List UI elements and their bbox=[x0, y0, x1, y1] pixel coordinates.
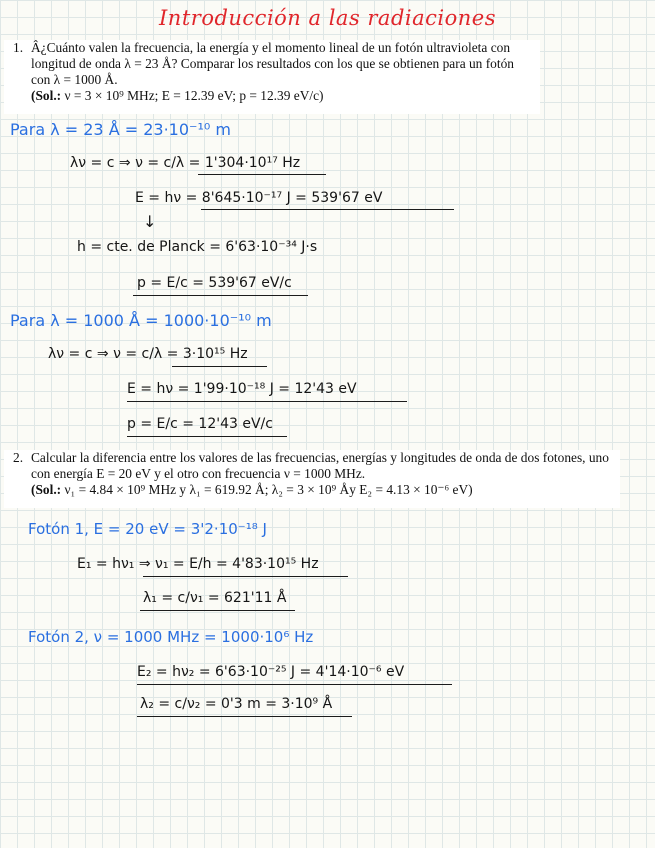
problem-1-solution-label: (Sol.: bbox=[31, 88, 62, 103]
note-photon-2-wavelength: λ₂ = c/ν₂ = 0'3 m = 3·10⁹ Å bbox=[140, 696, 333, 712]
problem-2-number: 2. bbox=[13, 450, 24, 465]
page-title: Introducción a las radiaciones bbox=[159, 6, 496, 30]
arrow-down-icon: ↓ bbox=[143, 212, 157, 231]
note-p1-planck: h = cte. de Planck = 6'63·10⁻³⁴ J·s bbox=[77, 239, 318, 255]
problem-2-statement bbox=[31, 450, 612, 498]
underline bbox=[137, 684, 452, 685]
problem-2-text: Calcular la diferencia entre los valores de las frecuencias, energías y longitudes de onda de dos fotones, uno con energía E = 20 eV y el otro con frecuencia ν = 1000 MHz. bbox=[31, 450, 609, 481]
problem-1-text: Â¿Cuánto valen la frecuencia, la energía y el momento lineal de un fotón ultravioleta con longitud de onda λ = 23 Å? Comparar los resultados con los que se obtienen para un fotón con λ = 1000 Å. bbox=[31, 40, 514, 87]
underline bbox=[172, 366, 267, 367]
underline bbox=[137, 716, 352, 717]
note-p2-momentum: p = E/c = 12'43 eV/c bbox=[127, 416, 273, 432]
underline bbox=[201, 209, 454, 210]
problem-1-box bbox=[4, 40, 540, 114]
note-p1-momentum: p = E/c = 539'67 eV/c bbox=[137, 275, 292, 291]
note-p2-energy: E = hν = 1'99·10⁻¹⁸ J = 12'43 eV bbox=[127, 381, 357, 397]
underline bbox=[140, 610, 295, 611]
problem-2-solution: ν₁ = 4.84 × 10⁹ MHz y λ₁ = 619.92 Å; λ₂ = 3 × 10⁹ Åy E₂ = 4.13 × 10⁻⁶ eV) bbox=[64, 482, 473, 497]
problem-2-box bbox=[4, 450, 620, 508]
underline bbox=[127, 401, 407, 402]
underline bbox=[143, 576, 348, 577]
problem-1-statement bbox=[31, 40, 532, 104]
note-photon-2-energy: E₂ = hν₂ = 6'63·10⁻²⁵ J = 4'14·10⁻⁶ eV bbox=[137, 664, 405, 680]
note-p1-head: Para λ = 23 Å = 23·10⁻¹⁰ m bbox=[10, 120, 231, 139]
note-p1-energy: E = hν = 8'645·10⁻¹⁷ J = 539'67 eV bbox=[135, 190, 383, 206]
note-p2-head: Para λ = 1000 Å = 1000·10⁻¹⁰ m bbox=[10, 311, 272, 330]
note-p2-frequency: λν = c ⇒ ν = c/λ = 3·10¹⁵ Hz bbox=[48, 346, 248, 362]
underline bbox=[127, 436, 287, 437]
problem-2-solution-label: (Sol.: bbox=[31, 482, 62, 497]
problem-1-solution: ν = 3 × 10⁹ MHz; E = 12.39 eV; p = 12.39 eV/c) bbox=[64, 88, 324, 103]
note-p1-frequency: λν = c ⇒ ν = c/λ = 1'304·10¹⁷ Hz bbox=[70, 155, 301, 171]
note-photon-2-head: Fotón 2, ν = 1000 MHz = 1000·10⁶ Hz bbox=[28, 628, 314, 646]
note-photon-1-frequency: E₁ = hν₁ ⇒ ν₁ = E/h = 4'83·10¹⁵ Hz bbox=[77, 556, 319, 572]
underline bbox=[133, 295, 308, 296]
note-photon-1-head: Fotón 1, E = 20 eV = 3'2·10⁻¹⁸ J bbox=[28, 520, 267, 538]
note-photon-1-wavelength: λ₁ = c/ν₁ = 621'11 Å bbox=[143, 590, 287, 606]
problem-1-number: 1. bbox=[13, 40, 24, 55]
underline bbox=[198, 174, 326, 175]
